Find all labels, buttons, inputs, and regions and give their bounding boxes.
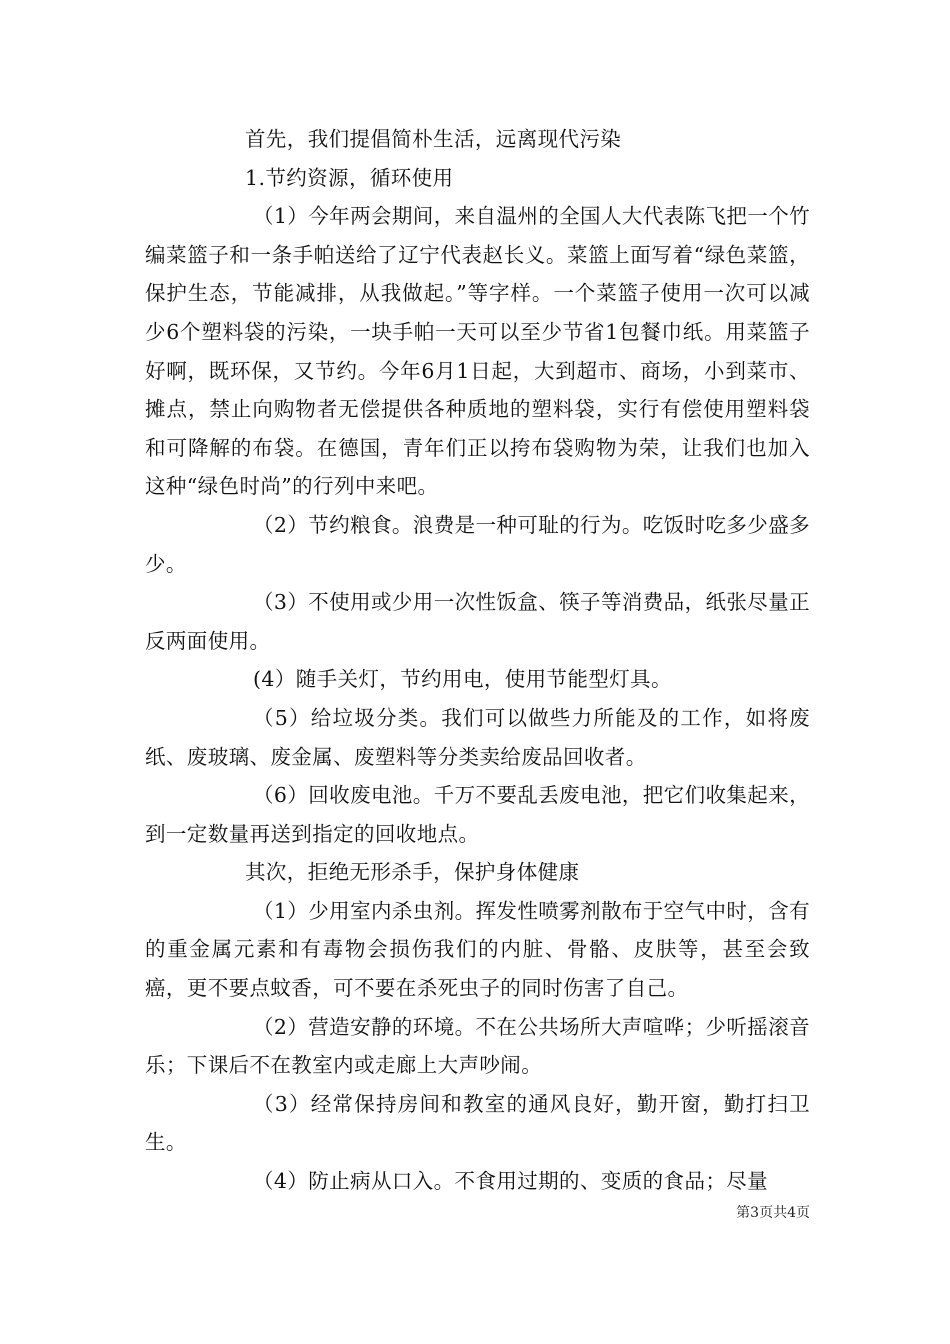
paragraph-item-1: （1）今年两会期间，来自温州的全国人大代表陈飞把一个竹编菜篮子和一条手帕送给了辽宁代表赵长义。菜篮上面写着“绿色菜篮，保护生态，节能减排，从我做起。”等字样。一个菜篮子使用一次可以减少6个塑料袋的污染，一块手帕一天可以至少节省1包餐巾纸。用菜篮子好啊，既环保，又节约。今年6月1日起，大到超市、商场，小到菜市、摊点，禁止向购物者无偿提供各种质地的塑料袋，实行有偿使用塑料袋和可降解的布袋。在德国，青年们正以挎布袋购物为荣，让我们也加入这种“绿色时尚”的行列中来吧。: [145, 204, 810, 499]
paragraph-item-7: （1）少用室内杀虫剂。挥发性喷雾剂散布于空气中时，含有的重金属元素和有毒物会损伤我们的内脏、骨骼、皮肤等，甚至会致癌，更不要点蚊香，可不要在杀死虫子的同时伤害了自己。: [145, 898, 810, 1001]
paragraph-item-5: （5）给垃圾分类。我们可以做些力所能及的工作，如将废纸、废玻璃、废金属、废塑料等分类卖给废品回收者。: [145, 705, 810, 769]
document-body: [145, 120, 810, 1201]
paragraph-item-8: （2）营造安静的环境。不在公共场所大声喧哗；少听摇滚音乐；下课后不在教室内或走廊上大声吵闹。: [145, 1014, 810, 1078]
paragraph-item-6: （6）回收废电池。千万不要乱丢废电池，把它们收集起来，到一定数量再送到指定的回收地点。: [145, 783, 810, 846]
section-heading-2: 其次，拒绝无形杀手，保护身体健康: [245, 860, 580, 885]
paragraph-item-4: (4）随手关灯，节约用电，使用节能型灯具。: [253, 667, 672, 692]
paragraph-item-10: （4）防止病从口入。不食用过期的、变质的食品；尽量: [253, 1169, 769, 1194]
paragraph-item-3: （3）不使用或少用一次性饭盒、筷子等消费品，纸张尽量正反两面使用。: [145, 590, 810, 653]
paragraph-item-9: （3）经常保持房间和教室的通风良好，勤开窗，勤打扫卫生。: [145, 1091, 810, 1155]
section-heading-1: 首先，我们提倡简朴生活，远离现代污染: [245, 127, 622, 151]
paragraph-item-2: （2）节约粮食。浪费是一种可耻的行为。吃饭时吃多少盛多少。: [145, 512, 810, 576]
page-number-footer: 第3页共4页: [736, 1205, 810, 1221]
subsection-heading-1: 1.节约资源，循环使用: [245, 165, 454, 190]
